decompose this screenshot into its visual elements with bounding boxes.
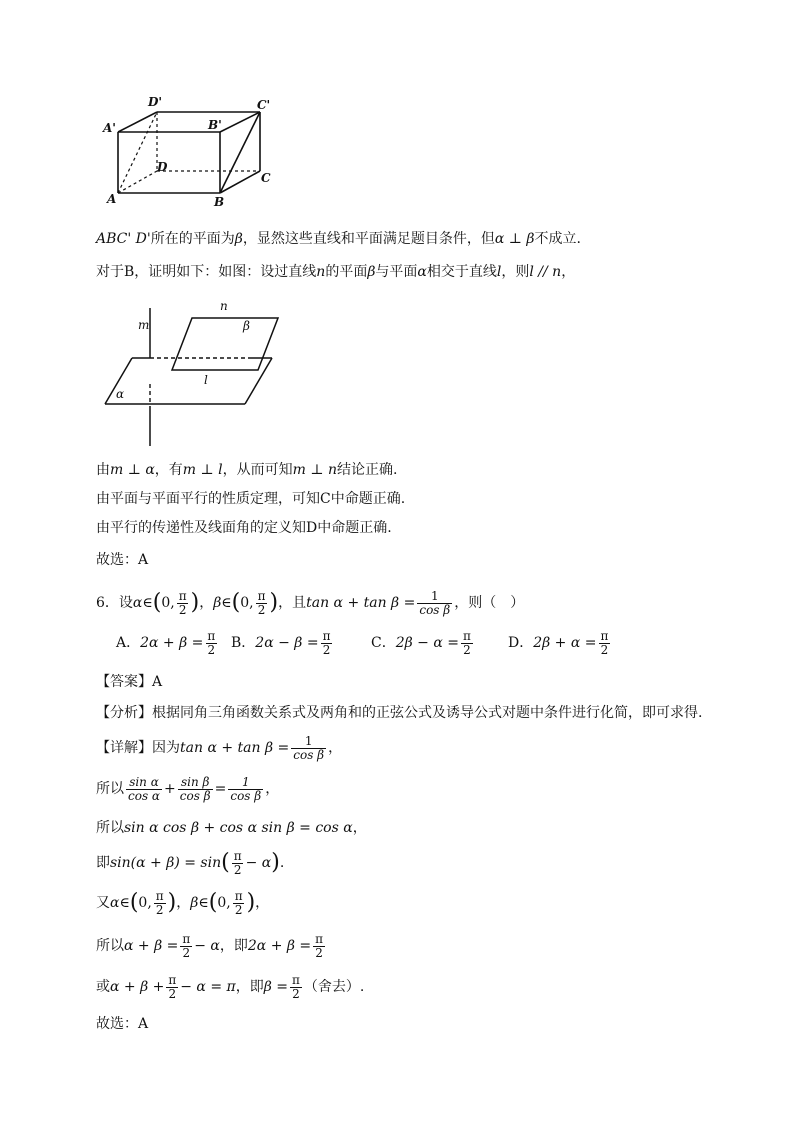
label-m: m xyxy=(138,318,150,332)
math: = xyxy=(214,781,227,797)
denominator: 2 xyxy=(233,862,242,877)
text: ，则（ ） xyxy=(454,595,525,611)
numerator: 1 xyxy=(430,588,439,603)
answer-tag: 【答案】 xyxy=(96,674,152,690)
text: 由 xyxy=(96,462,110,478)
numerator: sin α xyxy=(129,774,159,789)
solution-line-7 xyxy=(96,972,364,1002)
numerator: 1 xyxy=(241,774,250,789)
denominator: 2 xyxy=(234,902,243,917)
analysis-tag: 【分析】 xyxy=(96,705,152,721)
text: ， xyxy=(561,264,576,280)
label-c-prime: C' xyxy=(257,98,271,112)
math: α ⊥ β xyxy=(494,231,535,247)
math: α∈ xyxy=(110,895,130,911)
label-alpha: α xyxy=(116,387,125,401)
answer-line xyxy=(96,672,162,692)
text: ，即 xyxy=(235,979,264,995)
solution-line-3 xyxy=(96,818,367,838)
text: ，且 xyxy=(278,595,307,611)
paren: ( xyxy=(221,850,230,875)
paren: ) xyxy=(190,590,200,615)
solution-line-6 xyxy=(96,931,327,961)
math: 0, xyxy=(217,895,231,911)
math: β xyxy=(234,231,243,247)
numerator: 1 xyxy=(304,733,313,748)
option-label: B． xyxy=(231,635,256,651)
numerator: π xyxy=(155,888,164,903)
text: 与平面 xyxy=(375,264,418,280)
fraction xyxy=(290,974,302,1001)
math: m ⊥ l xyxy=(182,462,223,478)
fraction xyxy=(126,776,162,803)
option-label: C． xyxy=(371,635,396,651)
text: ， xyxy=(265,781,280,797)
numerator: π xyxy=(168,972,177,987)
numerator: π xyxy=(315,931,324,946)
numerator: π xyxy=(600,628,609,643)
text-line-6: 故选：A xyxy=(96,552,149,568)
math: l xyxy=(496,264,502,280)
denominator: cos α xyxy=(128,788,161,803)
math: sin α cos β + cos α sin β = cos α xyxy=(124,820,353,836)
numerator: sin β xyxy=(180,774,210,789)
text-line-4: 由平面与平面平行的性质定理，可知C中命题正确. xyxy=(96,491,406,507)
paren: ) xyxy=(269,590,279,615)
math: 2α + β = xyxy=(140,635,204,651)
math: − α xyxy=(245,855,272,871)
fraction xyxy=(228,776,263,803)
math: β = xyxy=(263,979,288,995)
math: n xyxy=(316,264,326,280)
solution-line-1 xyxy=(96,733,342,763)
math: α∈ xyxy=(132,595,153,611)
math: ABC' D' xyxy=(96,231,151,247)
label-beta: β xyxy=(243,319,250,333)
analysis-line xyxy=(96,703,702,723)
denominator: cos β xyxy=(230,788,262,803)
solution-line-4 xyxy=(96,846,284,880)
label-b: B xyxy=(214,195,225,209)
fraction xyxy=(313,933,325,960)
text: 因为 xyxy=(152,740,180,756)
denominator: cos β xyxy=(293,747,325,762)
math: 2α + β = xyxy=(247,938,312,954)
text: ，有 xyxy=(154,462,183,478)
paren: ( xyxy=(208,890,218,915)
fraction xyxy=(154,890,166,917)
solution-end: 故选：A xyxy=(96,1016,149,1032)
text: 所以 xyxy=(96,938,124,954)
denominator: 2 xyxy=(182,945,191,960)
text: 结论正确. xyxy=(336,462,398,478)
math: tan α + tan β = xyxy=(180,740,290,756)
label-b-prime: B' xyxy=(208,118,222,132)
math: 0, xyxy=(161,595,175,611)
numerator: π xyxy=(292,972,300,987)
fraction xyxy=(180,933,192,960)
text: ，则 xyxy=(501,264,530,280)
fraction xyxy=(166,974,178,1001)
paren: ( xyxy=(231,590,241,615)
paren: ) xyxy=(271,850,280,875)
text: 的平面 xyxy=(325,264,368,280)
text: 相交于直线 xyxy=(426,264,497,280)
text-line-3 xyxy=(96,460,397,480)
text: ， xyxy=(199,595,214,611)
math: 2β − α = xyxy=(395,635,459,651)
math: 2α − β = xyxy=(255,635,319,651)
denominator: 2 xyxy=(292,986,300,1001)
denominator: 2 xyxy=(168,986,177,1001)
denominator: 2 xyxy=(322,642,331,657)
math: α + β = xyxy=(124,938,179,954)
numerator: π xyxy=(257,588,266,603)
fraction xyxy=(205,630,217,657)
text: 所以 xyxy=(96,820,124,836)
denominator: 2 xyxy=(600,642,609,657)
solution-line-2 xyxy=(96,774,279,804)
math: 2β + α = xyxy=(533,635,597,651)
text: ，从而可知 xyxy=(222,462,293,478)
option-a xyxy=(116,628,219,658)
text-line-5: 由平行的传递性及线面角的定义知D中命题正确. xyxy=(96,520,392,536)
numerator: π xyxy=(322,628,331,643)
denominator: 2 xyxy=(315,945,323,960)
text: ， xyxy=(352,820,367,836)
numerator: π xyxy=(207,628,216,643)
label-n: n xyxy=(220,299,228,313)
analysis-text: 根据同角三角函数关系式及两角和的正弦公式及诱导公式对题中条件进行化简，即可求得. xyxy=(152,705,703,721)
text: 所在的平面为 xyxy=(150,231,235,247)
paren: ) xyxy=(167,890,177,915)
math: l // n xyxy=(529,264,562,280)
option-c xyxy=(371,628,475,658)
label-d: D xyxy=(157,160,168,174)
option-label: A． xyxy=(116,635,141,651)
text-line-2 xyxy=(96,262,575,282)
denominator: 2 xyxy=(178,602,187,617)
text: 所以 xyxy=(96,781,124,797)
text: ，显然这些直线和平面满足题目条件，但 xyxy=(242,231,495,247)
text: 不成立. xyxy=(534,231,581,247)
math: 0, xyxy=(240,595,254,611)
math: sin(α + β) = sin xyxy=(110,855,222,871)
math: − α xyxy=(194,938,220,954)
label-a-prime: A' xyxy=(103,121,116,135)
cuboid-figure xyxy=(100,92,290,212)
paren: ( xyxy=(129,890,139,915)
fraction xyxy=(256,590,268,617)
math: + xyxy=(164,781,176,797)
label-l: l xyxy=(204,373,208,387)
fraction xyxy=(232,850,244,877)
option-label: D． xyxy=(508,635,534,651)
label-d-prime: D' xyxy=(148,95,163,109)
math: β∈ xyxy=(213,595,232,611)
numerator: π xyxy=(233,848,242,863)
text: 对于B，证明如下：如图：设过直线 xyxy=(96,264,317,280)
fraction xyxy=(177,590,189,617)
paren: ( xyxy=(152,590,162,615)
option-b xyxy=(231,628,334,658)
math: tan α + tan β = xyxy=(306,595,416,611)
math: m ⊥ n xyxy=(292,462,337,478)
solution-tag: 【详解】 xyxy=(96,740,152,756)
math: β xyxy=(367,264,376,280)
fraction xyxy=(321,630,333,657)
math: α xyxy=(417,264,427,280)
numerator: π xyxy=(463,628,471,643)
denominator: 2 xyxy=(155,902,164,917)
denominator: cos β xyxy=(179,788,211,803)
text: . xyxy=(279,855,285,871)
math: α + β + xyxy=(110,979,165,995)
text: 或 xyxy=(96,979,110,995)
question-6 xyxy=(96,588,524,618)
option-d xyxy=(508,628,612,658)
fraction xyxy=(178,776,213,803)
fraction xyxy=(291,735,326,762)
label-a: A xyxy=(107,192,117,206)
fraction xyxy=(599,630,611,657)
fraction xyxy=(417,590,452,617)
planes-figure xyxy=(100,296,280,448)
text: ， xyxy=(255,895,270,911)
text: ， xyxy=(176,895,191,911)
denominator: 2 xyxy=(257,602,266,617)
math: m ⊥ α xyxy=(110,462,155,478)
text: ，即 xyxy=(219,938,248,954)
math: − α = π xyxy=(180,979,236,995)
answer-value: A xyxy=(152,674,163,690)
denominator: cos β xyxy=(419,602,451,617)
math: β∈ xyxy=(190,895,209,911)
fraction xyxy=(461,630,473,657)
denominator: 2 xyxy=(207,642,216,657)
numerator: π xyxy=(234,888,243,903)
paren: ) xyxy=(246,890,256,915)
solution-line-5 xyxy=(96,888,269,918)
text-line-1 xyxy=(96,229,581,249)
numerator: π xyxy=(178,588,187,603)
label-c: C xyxy=(261,171,271,185)
numerator: π xyxy=(182,931,191,946)
text: 又 xyxy=(96,895,110,911)
question-number: 6．设 xyxy=(96,595,133,611)
math: 0, xyxy=(138,895,152,911)
text: ， xyxy=(328,740,343,756)
denominator: 2 xyxy=(463,642,471,657)
text: 即 xyxy=(96,855,110,871)
fraction xyxy=(233,890,245,917)
text: （舍去）. xyxy=(303,979,365,995)
